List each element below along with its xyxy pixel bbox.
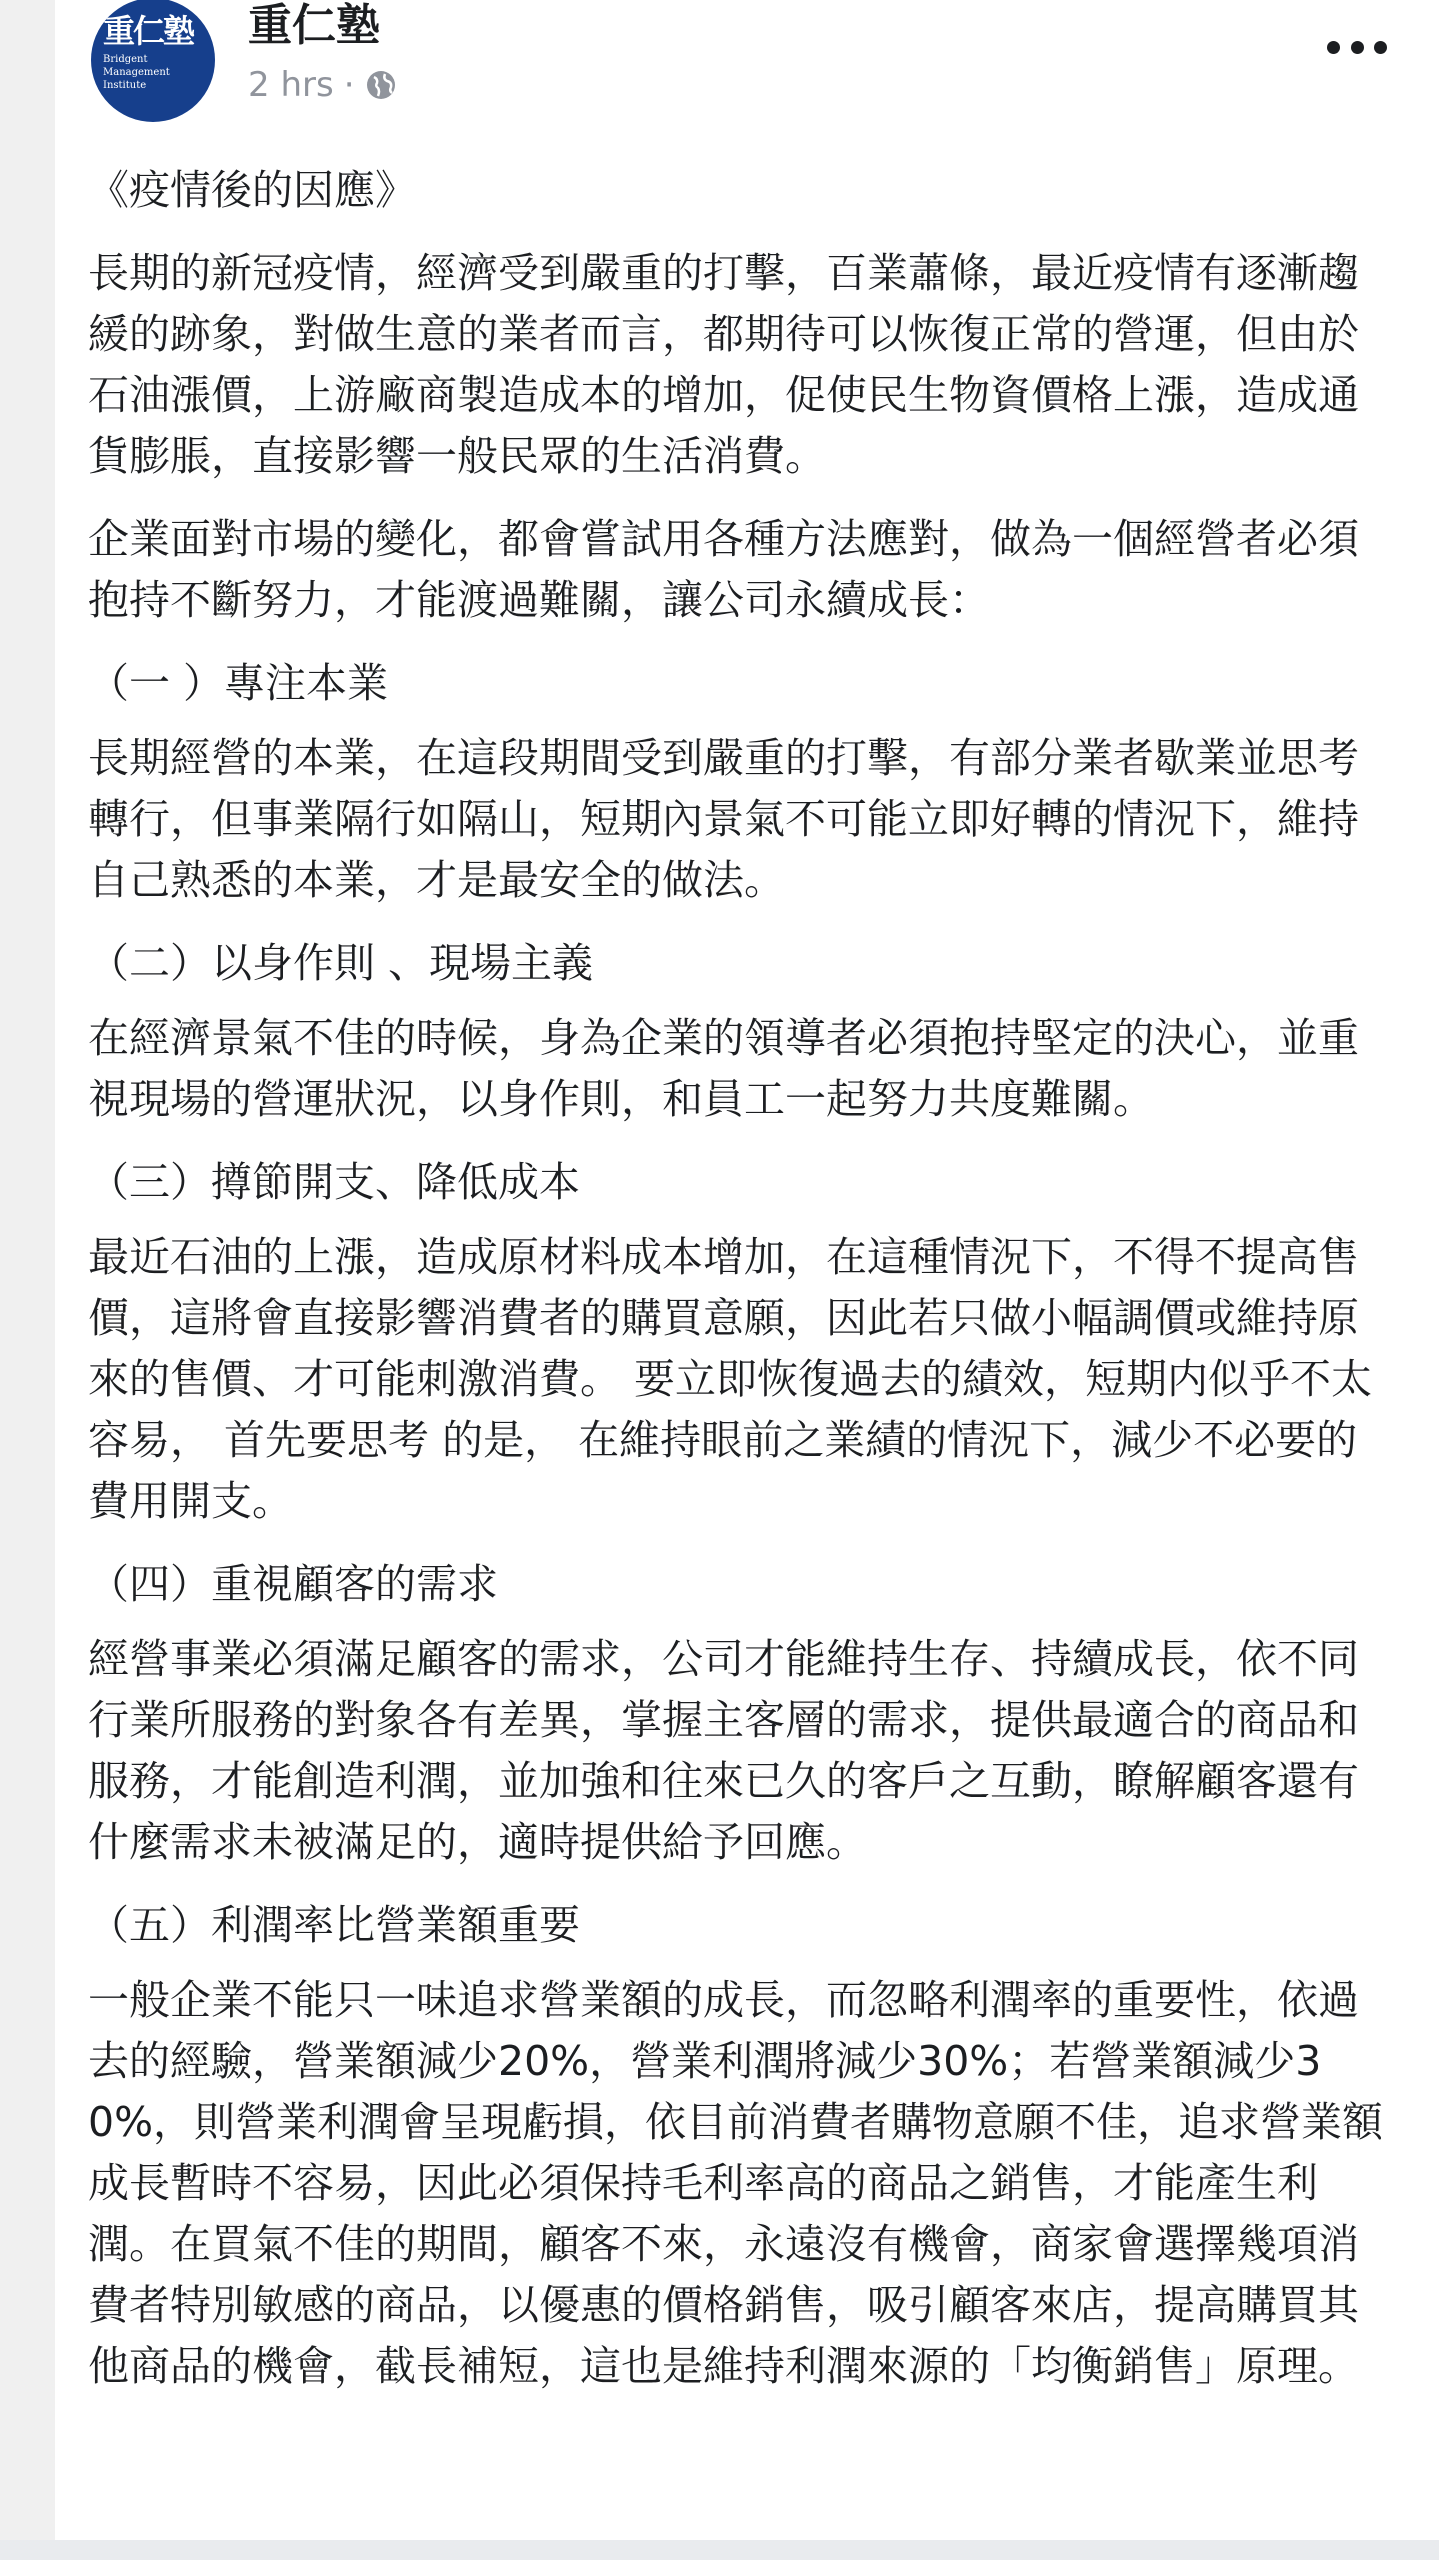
post-card (55, 0, 1439, 2540)
meta-separator: · (343, 65, 355, 105)
avatar-logo-text: 重仁塾 (103, 12, 194, 50)
feed-divider (0, 2540, 1439, 2560)
section-heading: （一 ）專注本業 (88, 659, 389, 707)
more-dot (1351, 41, 1364, 54)
more-options-icon[interactable] (1327, 32, 1387, 62)
post-paragraph: 經營事業必須滿足顧客的需求，公司才能維持生存、持續成長，依不同行業所服務的對象各有差異，掌握主客層的需求，提供最適合的商品和服務，才能創造利潤，並加強和往來已久的客戶之互動，瞭解顧客還有什麼需求未被滿足的，適時提供給予回應。 (88, 1635, 1359, 1866)
post-paragraph: 最近石油的上漲，造成原材料成本增加，在這種情況下，不得不提高售價，這將會直接影響消費者的購買意願，因此若只做小幅調價或維持原來的售價、才可能刺激消費。 要立即恢復過去的績效，短期内似乎不太容易， 首先要思考 的是， 在維持眼前之業績的情況下，減少不必要的費用開支。 (88, 1233, 1373, 1525)
section-heading: （五）利潤率比營業額重要 (88, 1901, 580, 1949)
post-paragraph: 在經濟景氣不佳的時候，身為企業的領導者必須抱持堅定的決心，並重視現場的營運狀況，以身作則，和員工一起努力共度難關。 (88, 1014, 1359, 1123)
section-heading: （二）以身作則 、現場主義 (88, 939, 594, 987)
avatar-logo-subtext: Bridgent Management Institute (103, 54, 170, 91)
section-heading: （三）撙節開支、降低成本 (88, 1158, 580, 1206)
post-paragraph: 長期經營的本業，在這段期間受到嚴重的打擊，有部分業者歇業並思考轉行，但事業隔行如隔山，短期內景氣不可能立即好轉的情況下，維持自己熟悉的本業，才是最安全的做法。 (88, 734, 1359, 904)
post-paragraph: 一般企業不能只一味追求營業額的成長，而忽略利潤率的重要性，依過去的經驗，營業額減少20%，營業利潤將減少30%；若營業額減少30%，則營業利潤會呈現虧損，依目前消費者購物意願不佳，追求營業額成長暫時不容易，因此必須保持毛利率高的商品之銷售，才能產生利潤。在買氣不佳的期間，顧客不來，永遠沒有機會，商家會選擇幾項消費者特別敏感的商品，以優惠的價格銷售，吸引顧客來店，提高購買其他商品的機會，截長補短，這也是維持利潤來源的「均衡銷售」原理。 (88, 1976, 1384, 2390)
post-meta (248, 65, 397, 105)
post-header (55, 0, 1439, 125)
globe-icon (365, 69, 397, 101)
post-paragraph: 企業面對市場的變化，都會嘗試用各種方法應對，做為一個經營者必須抱持不斷努力，才能渡過難關，讓公司永續成長： (88, 515, 1359, 624)
post-timestamp[interactable]: 2 hrs (248, 65, 334, 105)
section-heading: （四）重視顧客的需求 (88, 1560, 498, 1608)
page-avatar[interactable] (91, 0, 215, 122)
post-paragraph: 長期的新冠疫情，經濟受到嚴重的打擊，百業蕭條，最近疫情有逐漸趨緩的跡象，對做生意的業者而言，都期待可以恢復正常的營運，但由於石油漲價，上游廠商製造成本的增加，促使民生物資價格上漲，造成通貨膨脹，直接影響一般民眾的生活消費。 (88, 249, 1359, 480)
more-dot (1327, 41, 1340, 54)
post-body (88, 160, 1388, 2419)
post-title: 《疫情後的因應》 (88, 166, 416, 214)
more-dot (1374, 41, 1387, 54)
page-name-link[interactable]: 重仁塾 (248, 0, 380, 51)
